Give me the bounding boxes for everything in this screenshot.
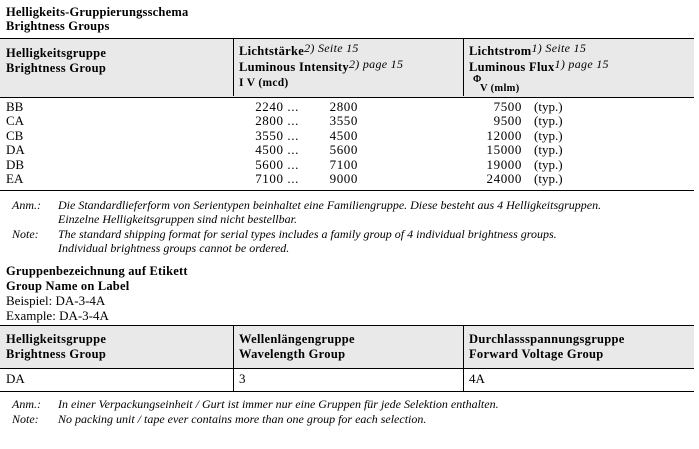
t1-col3-unit: V (mlm) bbox=[480, 83, 520, 94]
row-flux: 19000 bbox=[486, 157, 522, 172]
row-iv-max: 3550 bbox=[329, 113, 358, 128]
row-iv-max: 9000 bbox=[329, 171, 358, 186]
t1-col1-en: Brightness Group bbox=[6, 61, 107, 75]
note2-note-label: Note: bbox=[12, 412, 39, 426]
row-iv-min: 2800 ... bbox=[255, 113, 299, 128]
row-typ: (typ.) bbox=[534, 142, 563, 157]
row-iv-min: 7100 ... bbox=[255, 171, 299, 186]
note1-note-text1: The standard shipping format for serial types includes a family group of 4 individual brightness groups. bbox=[58, 227, 557, 241]
row-group: CB bbox=[6, 128, 24, 143]
t1-col2-en: Luminous Intensity2) page 15 bbox=[239, 57, 404, 74]
heading-en: Brightness Groups bbox=[6, 19, 110, 33]
row-iv-max: 5600 bbox=[329, 142, 358, 157]
group-label-en: Group Name on Label bbox=[6, 279, 130, 293]
row-iv-min: 4500 ... bbox=[255, 142, 299, 157]
t1-col1-de: Helligkeitsgruppe bbox=[6, 46, 107, 60]
row-flux: 7500 bbox=[493, 99, 522, 114]
row-group: EA bbox=[6, 171, 24, 186]
row-iv-min: 3550 ... bbox=[255, 128, 299, 143]
row-iv-max: 7100 bbox=[329, 157, 358, 172]
row-group: CA bbox=[6, 113, 25, 128]
row-flux: 24000 bbox=[486, 171, 522, 186]
note2-anm-text: In einer Verpackungseinheit / Gurt ist immer nur eine Gruppen für jede Selektion enthalten. bbox=[58, 397, 499, 411]
row-typ: (typ.) bbox=[534, 99, 563, 114]
row-flux: 15000 bbox=[486, 142, 522, 157]
t2-col2-de: Wellenlängengruppe bbox=[239, 332, 355, 346]
row-iv-max: 2800 bbox=[329, 99, 358, 114]
row-iv-min: 5600 ... bbox=[255, 157, 299, 172]
heading-de: Helligkeits-Gruppierungsschema bbox=[6, 5, 189, 19]
t2-cell-brightness: DA bbox=[6, 371, 25, 386]
t2-cell-wavelength: 3 bbox=[239, 371, 246, 386]
example-en: Example: DA-3-4A bbox=[6, 308, 109, 323]
t1-col3-symbol: Φ bbox=[473, 74, 482, 85]
t1-col3-en: Luminous Flux1) page 15 bbox=[469, 57, 609, 74]
note1-anm-text1: Die Standardlieferform von Serientypen beinhaltet eine Familiengruppe. Diese besteht aus 4 Helligkeitsgruppen. bbox=[58, 198, 602, 212]
row-typ: (typ.) bbox=[534, 157, 563, 172]
t2-col1-en: Brightness Group bbox=[6, 347, 107, 361]
row-typ: (typ.) bbox=[534, 113, 563, 128]
note1-note-text2: Individual brightness groups cannot be ordered. bbox=[58, 241, 290, 255]
note1-anm-label: Anm.: bbox=[12, 198, 41, 212]
t2-col3-en: Forward Voltage Group bbox=[469, 347, 604, 361]
note1-note-label: Note: bbox=[12, 227, 39, 241]
t2-cell-voltage: 4A bbox=[469, 371, 485, 386]
t1-col3-de: Lichtstrom1) Seite 15 bbox=[469, 41, 587, 58]
row-group: DA bbox=[6, 142, 25, 157]
t1-col2-unit: I V (mcd) bbox=[239, 77, 289, 89]
row-typ: (typ.) bbox=[534, 128, 563, 143]
example-de: Beispiel: DA-3-4A bbox=[6, 293, 106, 308]
row-group: DB bbox=[6, 157, 25, 172]
t2-col1-de: Helligkeitsgruppe bbox=[6, 332, 107, 346]
note1-anm-text2: Einzelne Helligkeitsgruppen sind nicht bestellbar. bbox=[58, 212, 297, 226]
t2-col2-en: Wavelength Group bbox=[239, 347, 346, 361]
row-iv-max: 4500 bbox=[329, 128, 358, 143]
row-flux: 9500 bbox=[493, 113, 522, 128]
row-typ: (typ.) bbox=[534, 171, 563, 186]
row-group: BB bbox=[6, 99, 24, 114]
note2-anm-label: Anm.: bbox=[12, 397, 41, 411]
t1-col2-de: Lichtstärke2) Seite 15 bbox=[239, 41, 359, 58]
group-label-de: Gruppenbezeichnung auf Etikett bbox=[6, 264, 188, 278]
row-flux: 12000 bbox=[486, 128, 522, 143]
t2-col3-de: Durchlassspannungsgruppe bbox=[469, 332, 625, 346]
note2-note-text: No packing unit / tape ever contains more than one group for each selection. bbox=[58, 412, 427, 426]
row-iv-min: 2240 ... bbox=[255, 99, 299, 114]
